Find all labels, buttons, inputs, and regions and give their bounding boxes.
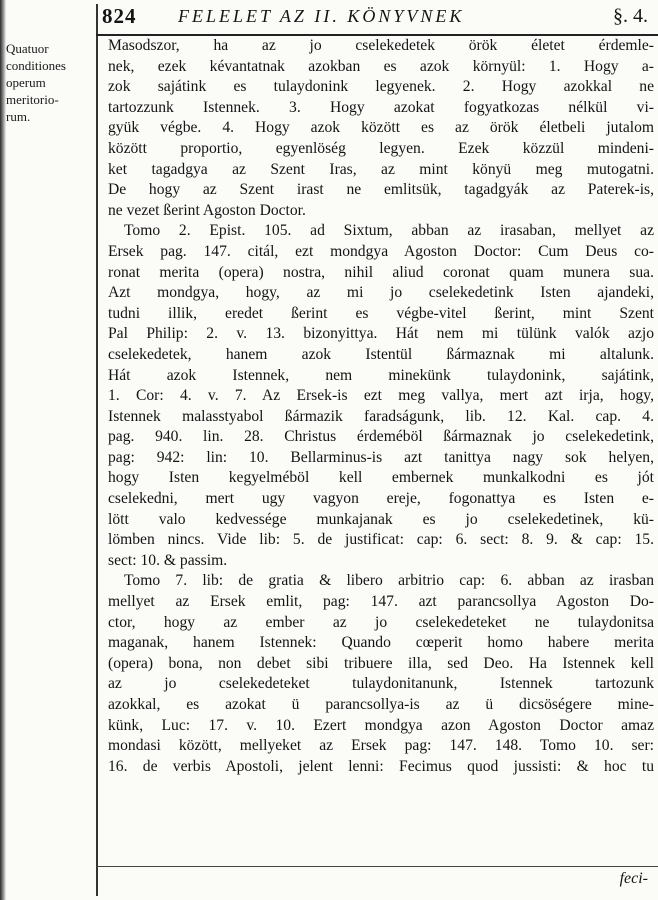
text-line: maganak, hanem Istennek: Quando cœperit homo habere merita (108, 634, 654, 652)
text-line: Tomo 2. Epist. 105. ad Sixtum, abban az irasaban, mellyet az (124, 222, 654, 240)
text-line: sect: 10. & passim. (108, 551, 228, 569)
page-spine-shadow (0, 0, 6, 900)
margin-note-line: Quatuor (6, 41, 49, 56)
text-line: künk, Luc: 17. v. 10. Ezert mondgya azon Agoston Doctor amaz (108, 716, 654, 734)
text-line: ctor, hogy az ember az jo cselekedeteket ne tulaydonitsa (108, 613, 654, 631)
catchword: feci- (619, 870, 648, 887)
text-line: zok sajátink es tulaydonink legyenek. 2. Hogy azokkal ne (108, 78, 654, 96)
text-line: Ersek pag. 147. citál, ezt mondgya Agoston Doctor: Cum Deus co- (108, 242, 654, 260)
text-line: lött valo kedvessége munkajanak es jo cselekedetinek, kü- (108, 510, 654, 528)
text-line: De hogy az Szent irast ne emlitsük, tagadgyák az Paterek-is, (108, 181, 654, 199)
margin-note-line: meritorio- (6, 92, 59, 107)
text-line: nek, ezek kévantatnak azokban es azok környül: 1. Hogy a- (108, 57, 654, 75)
margin-rule (96, 4, 98, 896)
section-mark: §. 4. (613, 5, 648, 27)
text-line: Masodszor, ha az jo cselekedetek örök életet érdemle- (108, 37, 654, 54)
margin-note-line: rum. (6, 109, 31, 124)
text-line: tudni illik, eredet ßerint es végbe-vitel ßerint, mint Szent (108, 304, 654, 322)
text-line: pag. 940. lin. 28. Christus érdeméböl ßármaznak jo cselekedetink, (108, 428, 654, 446)
text-line: cselekedetek, hanem azok Istentül ßármaznak mi altalunk. (108, 345, 654, 363)
text-line: gyük végbe. 4. Hogy azok között es az örök életbeli jutalom (108, 119, 654, 137)
text-line: (opera) bona, non debet sibi tribuere illa, sed Deo. Ha Istennek kell (108, 654, 654, 672)
text-line: lömben nincs. Vide lib: 5. de justificat: cap: 6. sect: 8. 9. & cap: 15. (108, 531, 654, 549)
page-header (100, 4, 652, 34)
text-line: ronat merita (opera) nostra, nihil aliud coronat quam munera sua. (108, 263, 654, 281)
text-line: 16. de verbis Apostoli, jelent lenni: Fecimus quod jussisti: & hoc tu (108, 757, 654, 775)
text-line: Hát azok Istennek, nem minekünk tulaydonink, sajátink, (108, 366, 654, 384)
text-line: cselekedni, mert ugy vagyon ereje, fogonattya es Isten e- (108, 490, 654, 508)
footer-rule (96, 866, 658, 867)
text-line: Istennek malasstyabol ßármazik faradságunk, lib. 12. Kal. cap. 4. (108, 407, 654, 425)
text-line: hogy Isten kegyelméböl kell embernek munkalkodni es jót (108, 469, 654, 487)
text-line: mondasi között, mellyeket az Ersek pag: 147. 148. Tomo 10. ser: (108, 737, 654, 755)
page-number: 824 (102, 4, 137, 28)
text-line: Pal Philip: 2. v. 13. bizonyittya. Hát nem mi tülünk valók azjo (108, 325, 654, 343)
margin-note-line: operum (6, 75, 46, 90)
text-line: 1. Cor: 4. v. 7. Az Ersek-is ezt meg vallya, mert azt irja, hogy, (108, 387, 654, 405)
text-line: azokkal, es azokat ü parancsollya-is az ü dicsöségere mine- (108, 696, 654, 713)
text-line: Tomo 7. lib: de gratia & libero arbitrio cap: 6. abban az irasban (124, 572, 654, 590)
text-line: az jo cselekedeteket tulaydonitanunk, Istennek tartozunk (108, 675, 654, 693)
margin-note (6, 40, 92, 125)
text-line: ket tagadgya az Szent Iras, az mint könyü meg mutogatni. (108, 160, 654, 178)
text-line: pag: 942: lin: 10. Bellarminus-is azt tanittya nagy sok helyen, (108, 448, 654, 466)
text-line: között proportio, egyenlöség legyen. Ezek közzül mindeni- (108, 139, 654, 157)
running-title: FELELET AZ II. KÖNYVNEK (178, 6, 465, 26)
text-line: mellyet az Ersek emlit, pag: 147. azt parancsollya Agoston Do- (108, 593, 654, 611)
body-text (108, 36, 654, 777)
text-line: ne vezet ßerint Agoston Doctor. (108, 201, 306, 219)
margin-note-line: conditiones (6, 58, 66, 73)
text-line: tartozzunk Istennek. 3. Hogy azokat fogyatkozas nélkül vi- (108, 98, 654, 116)
text-line: Azt mondgya, hogy, az mi jo cselekedetink Isten ajandeki, (108, 284, 654, 302)
